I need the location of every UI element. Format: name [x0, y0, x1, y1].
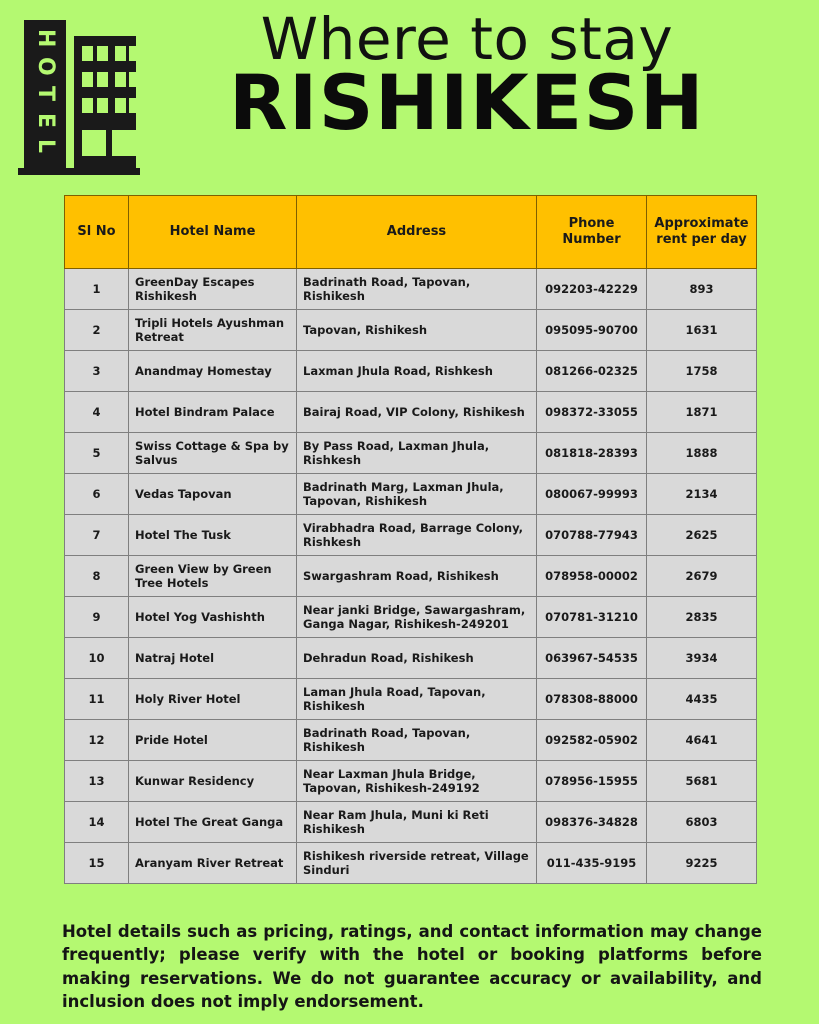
cell-phone-number: 081266-02325	[537, 351, 647, 392]
cell-rent: 1871	[647, 392, 757, 433]
cell-sl-no: 15	[65, 843, 129, 884]
cell-phone-number: 078956-15955	[537, 761, 647, 802]
cell-address: Dehradun Road, Rishikesh	[297, 638, 537, 679]
cell-sl-no: 9	[65, 597, 129, 638]
cell-hotel-name: Tripli Hotels Ayushman Retreat	[129, 310, 297, 351]
svg-text:O: O	[33, 57, 58, 76]
cell-address: Rishikesh riverside retreat, Village Sinduri	[297, 843, 537, 884]
cell-address: Badrinath Marg, Laxman Jhula, Tapovan, Rishikesh	[297, 474, 537, 515]
cell-rent: 3934	[647, 638, 757, 679]
cell-hotel-name: Hotel Bindram Palace	[129, 392, 297, 433]
cell-rent: 2679	[647, 556, 757, 597]
cell-sl-no: 12	[65, 720, 129, 761]
column-header-address: Address	[297, 196, 537, 269]
cell-rent: 893	[647, 269, 757, 310]
cell-phone-number: 078308-88000	[537, 679, 647, 720]
svg-text:E: E	[33, 113, 58, 129]
cell-sl-no: 4	[65, 392, 129, 433]
cell-phone-number: 081818-28393	[537, 433, 647, 474]
table-row	[65, 392, 757, 433]
cell-hotel-name: Vedas Tapovan	[129, 474, 297, 515]
table-row	[65, 310, 757, 351]
column-header-phone-number: Phone Number	[537, 196, 647, 269]
cell-sl-no: 3	[65, 351, 129, 392]
cell-hotel-name: Natraj Hotel	[129, 638, 297, 679]
hotel-table-container	[64, 195, 756, 884]
cell-rent: 4641	[647, 720, 757, 761]
cell-sl-no: 11	[65, 679, 129, 720]
cell-phone-number: 070788-77943	[537, 515, 647, 556]
svg-text:L: L	[33, 139, 58, 154]
cell-sl-no: 5	[65, 433, 129, 474]
cell-address: By Pass Road, Laxman Jhula, Rishkesh	[297, 433, 537, 474]
cell-rent: 1888	[647, 433, 757, 474]
cell-sl-no: 6	[65, 474, 129, 515]
cell-sl-no: 1	[65, 269, 129, 310]
cell-hotel-name: Hotel The Tusk	[129, 515, 297, 556]
table-row	[65, 761, 757, 802]
cell-sl-no: 13	[65, 761, 129, 802]
cell-rent: 1758	[647, 351, 757, 392]
cell-phone-number: 092203-42229	[537, 269, 647, 310]
cell-hotel-name: Aranyam River Retreat	[129, 843, 297, 884]
cell-hotel-name: GreenDay Escapes Rishikesh	[129, 269, 297, 310]
table-row	[65, 351, 757, 392]
table-row	[65, 843, 757, 884]
column-header-hotel-name: Hotel Name	[129, 196, 297, 269]
cell-rent: 2835	[647, 597, 757, 638]
cell-rent: 2134	[647, 474, 757, 515]
column-header-sl-no: Sl No	[65, 196, 129, 269]
cell-hotel-name: Hotel Yog Vashishth	[129, 597, 297, 638]
table-row	[65, 474, 757, 515]
cell-address: Virabhadra Road, Barrage Colony, Rishkesh	[297, 515, 537, 556]
cell-phone-number: 011-435-9195	[537, 843, 647, 884]
table-row	[65, 720, 757, 761]
table-row	[65, 679, 757, 720]
svg-text:H: H	[33, 29, 58, 48]
cell-sl-no: 8	[65, 556, 129, 597]
cell-address: Tapovan, Rishikesh	[297, 310, 537, 351]
table-header	[65, 196, 757, 269]
cell-address: Badrinath Road, Tapovan, Rishikesh	[297, 269, 537, 310]
cell-rent: 2625	[647, 515, 757, 556]
cell-hotel-name: Kunwar Residency	[129, 761, 297, 802]
page-header	[0, 0, 819, 178]
table-row	[65, 515, 757, 556]
cell-sl-no: 7	[65, 515, 129, 556]
cell-rent: 9225	[647, 843, 757, 884]
cell-rent: 5681	[647, 761, 757, 802]
title-block	[160, 5, 819, 148]
cell-phone-number: 095095-90700	[537, 310, 647, 351]
cell-address: Swargashram Road, Rishikesh	[297, 556, 537, 597]
cell-hotel-name: Green View by Green Tree Hotels	[129, 556, 297, 597]
cell-phone-number: 098372-33055	[537, 392, 647, 433]
table-row	[65, 556, 757, 597]
table-row	[65, 597, 757, 638]
cell-sl-no: 10	[65, 638, 129, 679]
cell-address: Laman Jhula Road, Tapovan, Rishikesh	[297, 679, 537, 720]
cell-phone-number: 098376-34828	[537, 802, 647, 843]
cell-hotel-name: Anandmay Homestay	[129, 351, 297, 392]
cell-address: Laxman Jhula Road, Rishkesh	[297, 351, 537, 392]
cell-address: Badrinath Road, Tapovan, Rishikesh	[297, 720, 537, 761]
cell-address: Near Laxman Jhula Bridge, Tapovan, Rishikesh-249192	[297, 761, 537, 802]
hotel-logo	[0, 8, 160, 178]
table-body	[65, 269, 757, 884]
page-title-line1: Where to stay	[260, 5, 674, 73]
cell-hotel-name: Hotel The Great Ganga	[129, 802, 297, 843]
disclaimer-text: Hotel details such as pricing, ratings, and contact information may change frequently; please verify with the hotel or booking platforms before making reservations. We do not guarantee accuracy or availability, and inclusion does not imply endorsement.	[62, 922, 762, 1012]
page-title-line2: RISHIKESH	[228, 58, 706, 148]
table-row	[65, 802, 757, 843]
cell-rent: 6803	[647, 802, 757, 843]
cell-sl-no: 2	[65, 310, 129, 351]
table-row	[65, 269, 757, 310]
cell-phone-number: 070781-31210	[537, 597, 647, 638]
cell-phone-number: 080067-99993	[537, 474, 647, 515]
cell-phone-number: 092582-05902	[537, 720, 647, 761]
hotel-table	[64, 195, 757, 884]
hotel-building-icon	[16, 16, 144, 178]
table-row	[65, 638, 757, 679]
cell-phone-number: 078958-00002	[537, 556, 647, 597]
table-row	[65, 433, 757, 474]
cell-rent: 4435	[647, 679, 757, 720]
cell-address: Bairaj Road, VIP Colony, Rishikesh	[297, 392, 537, 433]
table-header-row	[65, 196, 757, 269]
cell-hotel-name: Swiss Cottage & Spa by Salvus	[129, 433, 297, 474]
cell-hotel-name: Pride Hotel	[129, 720, 297, 761]
cell-sl-no: 14	[65, 802, 129, 843]
cell-rent: 1631	[647, 310, 757, 351]
svg-text:T: T	[33, 86, 58, 102]
cell-phone-number: 063967-54535	[537, 638, 647, 679]
column-header-approximate-rent: Approximate rent per day	[647, 196, 757, 269]
cell-hotel-name: Holy River Hotel	[129, 679, 297, 720]
cell-address: Near Ram Jhula, Muni ki Reti Rishikesh	[297, 802, 537, 843]
cell-address: Near janki Bridge, Sawargashram, Ganga Nagar, Rishikesh-249201	[297, 597, 537, 638]
